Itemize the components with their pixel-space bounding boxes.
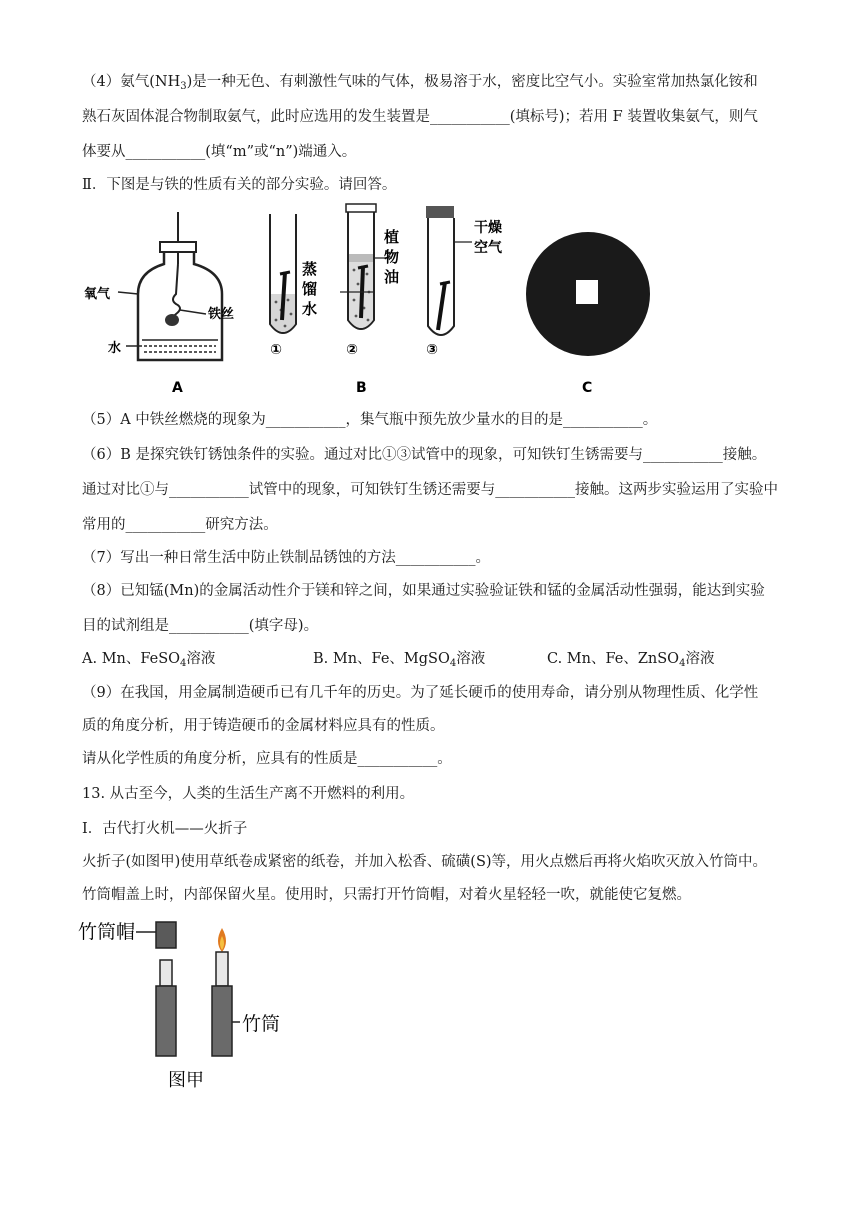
label-veg-oil-3: 油 <box>384 268 400 286</box>
label-b: B <box>356 380 367 396</box>
q6-line-1: （6）B 是探究铁钉锈蚀条件的实验。通过对比①③试管中的现象，可知铁钉生锈需要与___________接触。 <box>82 447 767 463</box>
q5-line: （5）A 中铁丝燃烧的现象为___________，集气瓶中预先放少量水的目的是___________。 <box>82 412 658 428</box>
q9-line-2: 质的角度分析，用于铸造硬币的金属材料应具有的性质。 <box>82 718 445 734</box>
q8-option-b: B. Mn、Fe、MgSO$_4$溶液 <box>313 651 486 669</box>
q8-option-c: C. Mn、Fe、ZnSO$_4$溶液 <box>547 651 715 669</box>
tube-2 <box>340 204 392 329</box>
label-veg-oil-2: 物 <box>384 248 400 266</box>
q8-option-a: A. Mn、FeSO$_4$溶液 <box>82 651 216 669</box>
part2-intro: Ⅱ．下图是与铁的性质有关的部分实验。请回答。 <box>82 177 397 193</box>
left-bamboo-tube <box>156 960 176 1056</box>
q8-line-1: （8）已知锰(Mn)的金属活动性介于镁和锌之间，如果通过实验验证铁和锰的金属活动性强弱，能达到实验 <box>82 583 765 599</box>
huozhezi-figure <box>76 912 336 1097</box>
label-a: A <box>172 380 183 396</box>
q7-line: （7）写出一种日常生活中防止铁制品锈蚀的方法___________。 <box>82 550 490 566</box>
coin-c <box>526 232 650 356</box>
label-distilled-water-2: 馏 <box>302 280 318 298</box>
label-water: 水 <box>108 341 122 356</box>
label-dry-air-2: 空气 <box>474 240 502 256</box>
q13-paragraph-1: 火折子(如图甲)使用草纸卷成紧密的纸卷，并加入松香、硫磺(S)等，用火点燃后再将火焰吹灭放入竹筒中。 <box>82 854 768 870</box>
tube-3-num: ③ <box>426 342 438 358</box>
q9-line-3: 请从化学性质的角度分析，应具有的性质是___________。 <box>82 751 452 767</box>
bamboo-cap <box>156 922 176 948</box>
label-c: C <box>582 380 593 396</box>
tube-3 <box>426 206 472 335</box>
q8-line-2: 目的试剂组是___________(填字母)。 <box>82 618 319 634</box>
apparatus-a <box>118 212 222 360</box>
q4-line-2: 熟石灰固体混合物制取氨气，此时应选用的发生装置是___________(填标号)；若用 F 装置收集氨气，则气 <box>82 109 758 125</box>
q6-line-3: 常用的___________研究方法。 <box>82 517 278 533</box>
tube-2-num: ② <box>346 342 358 358</box>
figure-jia-caption: 图甲 <box>168 1070 204 1091</box>
tube-1 <box>270 214 296 333</box>
label-oxygen: 氧气 <box>84 287 111 302</box>
label-distilled-water-3: 水 <box>302 300 318 318</box>
q13-section-1: I．古代打火机——火折子 <box>82 821 248 837</box>
q6-line-2: 通过对比①与___________试管中的现象，可知铁钉生锈还需要与___________接触。这两步实验运用了实验中 <box>82 482 778 498</box>
q9-line-1: （9）在我国，用金属制造硬币已有几千年的历史。为了延长硬币的使用寿命，请分别从物理性质、化学性 <box>82 685 759 701</box>
iron-experiments-figure <box>80 202 680 397</box>
label-iron-wire: 铁丝 <box>208 307 235 322</box>
right-bamboo-tube <box>212 928 232 1056</box>
q4-line-3: 体要从___________(填“m”或“n”)端通入。 <box>82 144 357 160</box>
q13-paragraph-2: 竹筒帽盖上时，内部保留火星。使用时，只需打开竹筒帽，对着火星轻轻一吹，就能使它复燃。 <box>82 887 691 903</box>
label-distilled-water-1: 蒸 <box>302 260 318 278</box>
label-veg-oil-1: 植 <box>384 228 400 246</box>
tube-1-num: ① <box>270 342 282 358</box>
label-bamboo-tube: 竹筒 <box>242 1013 281 1035</box>
q4-line-1: （4）氨气$(NH_3)$是一种无色、有刺激性气味的气体，极易溶于水，密度比空气小。实验室常加热氯化铵和 <box>82 74 758 92</box>
label-dry-air-1: 干燥 <box>474 220 502 236</box>
label-bamboo-cap: 竹筒帽 <box>78 921 136 943</box>
q13-title: 13. 从古至今，人类的生活生产离不开燃料的利用。 <box>82 786 415 802</box>
